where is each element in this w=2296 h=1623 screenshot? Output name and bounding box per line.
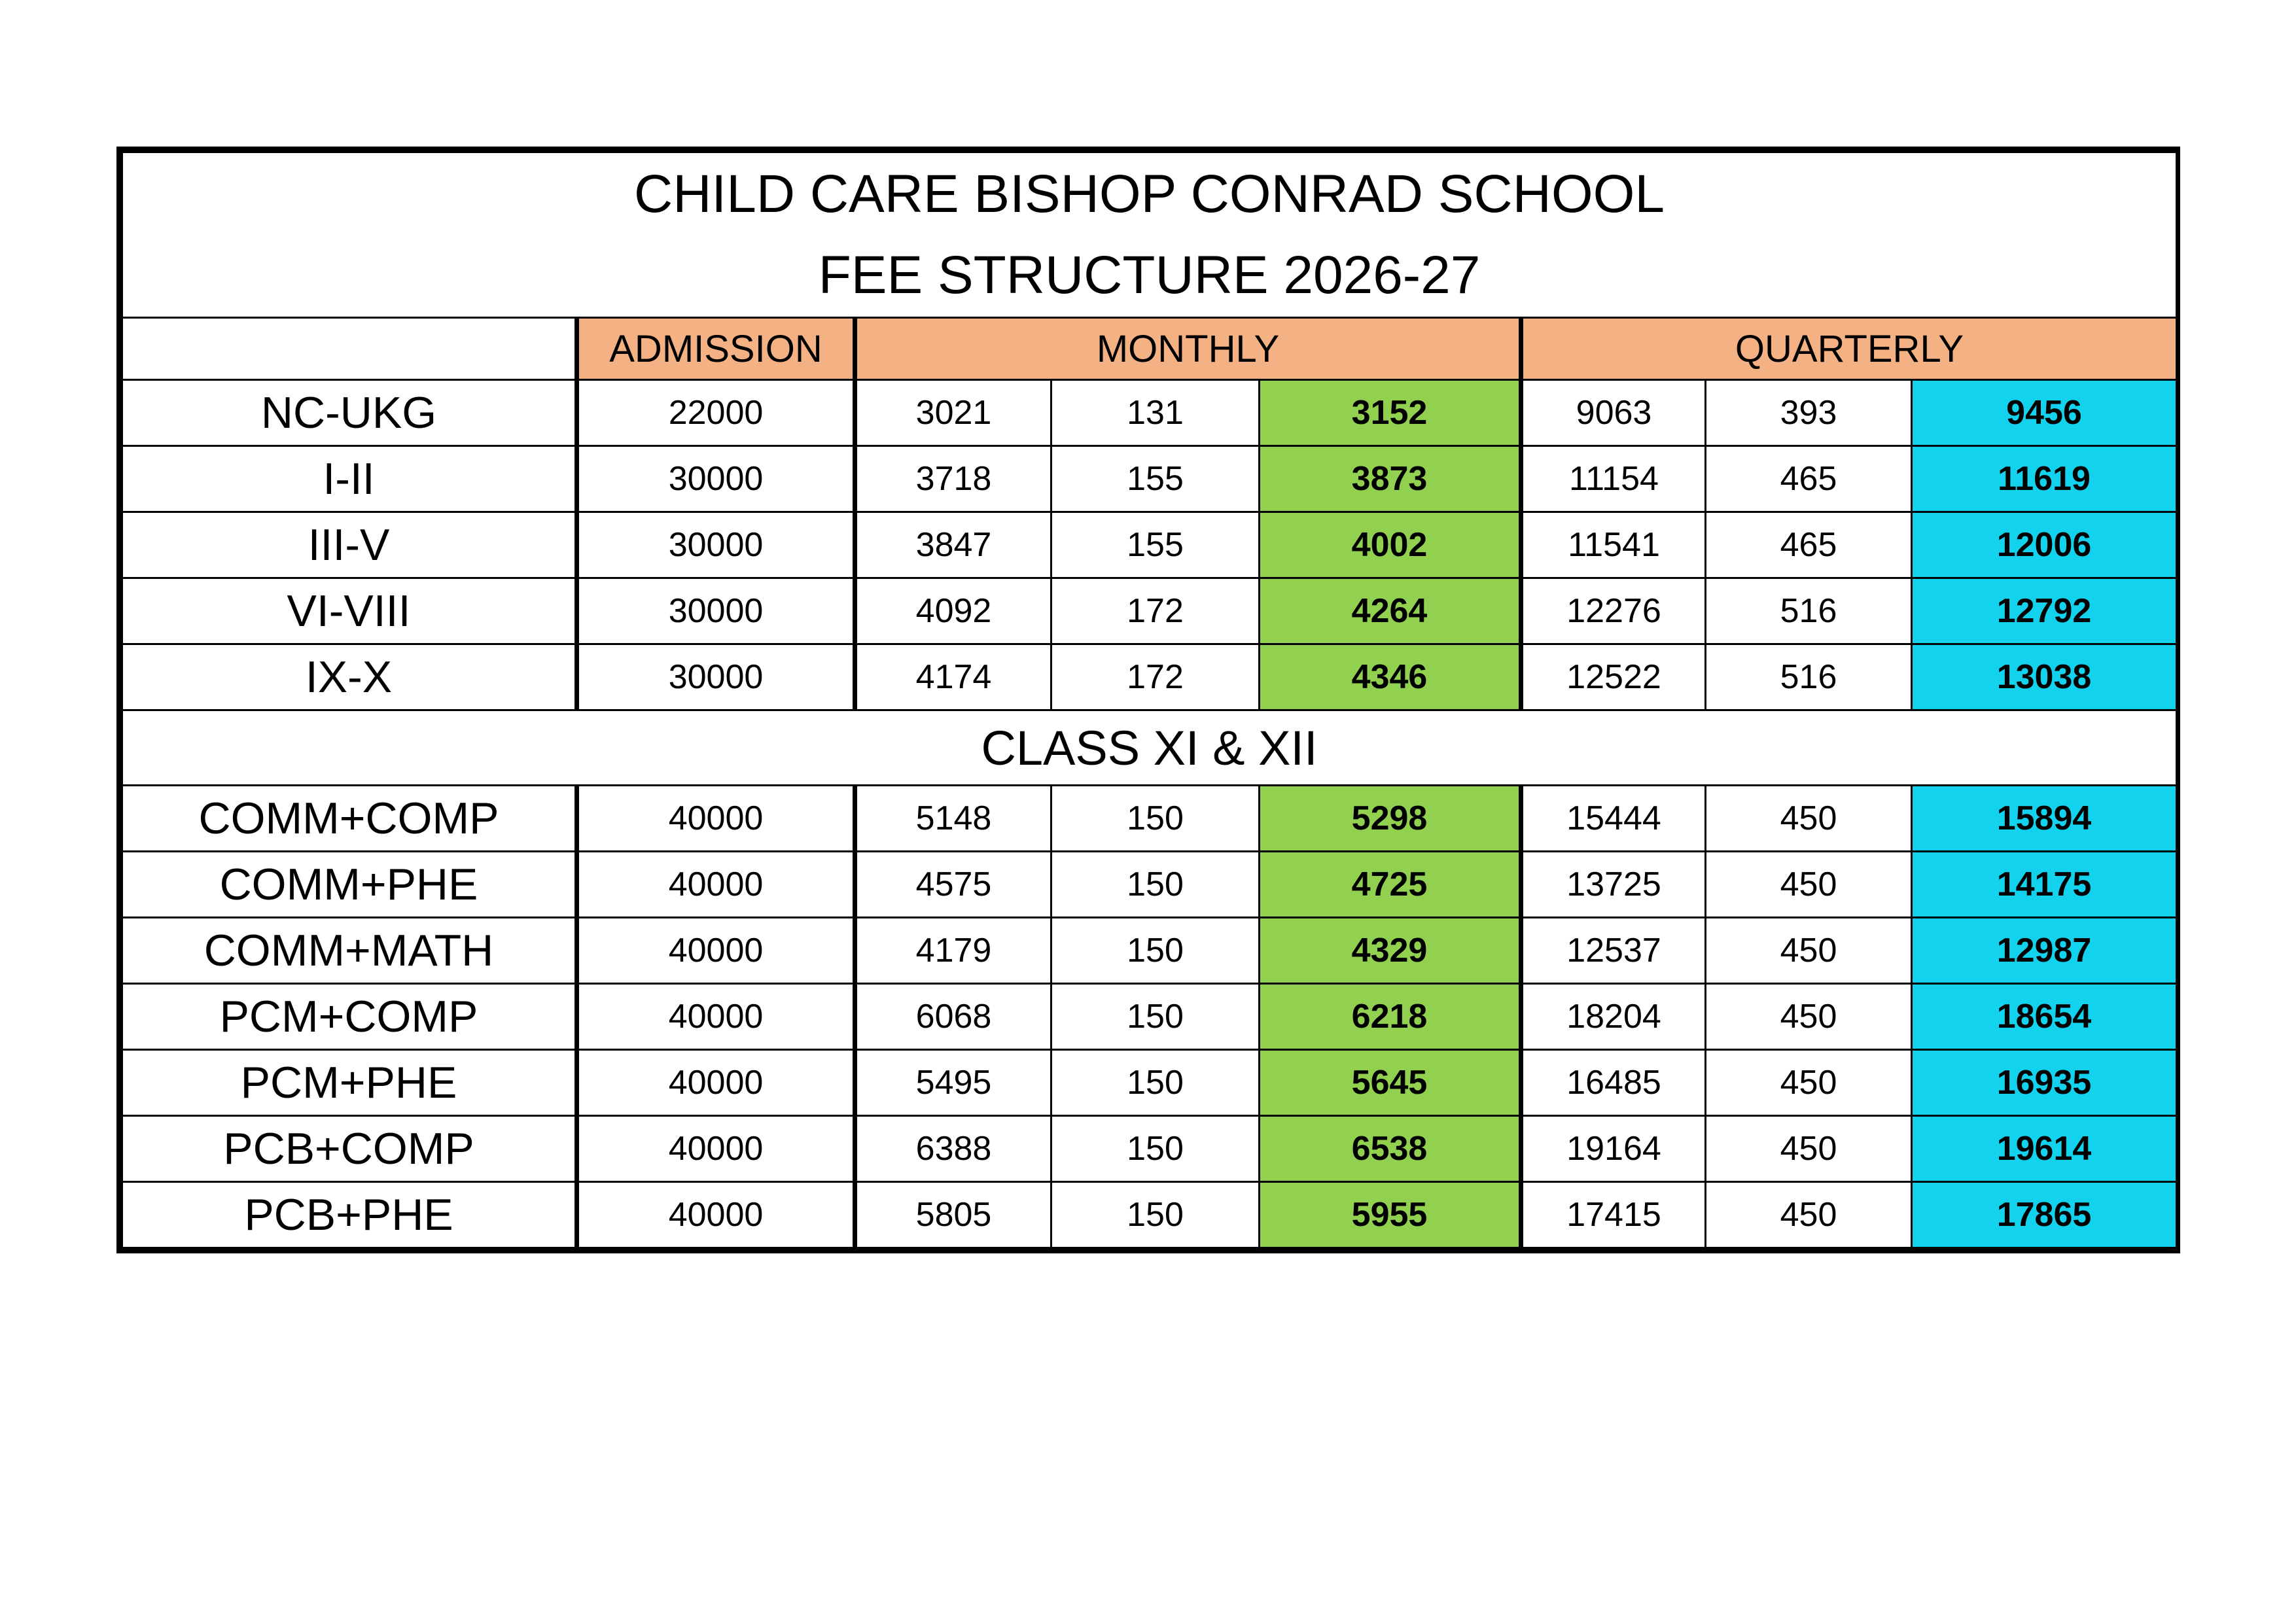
quarterly-tuition-cell: 9063 <box>1521 380 1706 446</box>
quarterly-tuition-cell: 11541 <box>1521 512 1706 578</box>
monthly-tuition-cell: 6388 <box>855 1116 1051 1182</box>
table-row <box>122 512 2177 578</box>
grade-cell: III-V <box>122 512 577 578</box>
admission-fee-cell: 30000 <box>577 446 855 512</box>
monthly-total-cell: 3873 <box>1260 446 1521 512</box>
table-row <box>122 1050 2177 1116</box>
monthly-tuition-cell: 4575 <box>855 852 1051 918</box>
school-name: CHILD CARE BISHOP CONRAD SCHOOL <box>634 164 1665 224</box>
monthly-total-cell: 5955 <box>1260 1182 1521 1248</box>
monthly-total-cell: 4264 <box>1260 578 1521 644</box>
monthly-tuition-cell: 5495 <box>855 1050 1051 1116</box>
table-row <box>122 380 2177 446</box>
admission-fee-cell: 30000 <box>577 512 855 578</box>
monthly-other-cell: 172 <box>1051 644 1260 710</box>
admission-fee-cell: 40000 <box>577 1050 855 1116</box>
header-monthly: MONTHLY <box>855 318 1521 380</box>
senior-section-title: CLASS XI & XII <box>122 710 2177 786</box>
admission-fee-cell: 40000 <box>577 852 855 918</box>
fee-structure-sheet <box>116 147 2180 1253</box>
table-row <box>122 446 2177 512</box>
quarterly-tuition-cell: 13725 <box>1521 852 1706 918</box>
monthly-total-cell: 6218 <box>1260 984 1521 1050</box>
grade-cell: COMM+COMP <box>122 786 577 852</box>
section-header-row <box>122 710 2177 786</box>
quarterly-other-cell: 450 <box>1706 852 1912 918</box>
admission-fee-cell: 30000 <box>577 578 855 644</box>
monthly-other-cell: 150 <box>1051 1182 1260 1248</box>
monthly-other-cell: 150 <box>1051 918 1260 984</box>
quarterly-total-cell: 14175 <box>1912 852 2177 918</box>
quarterly-other-cell: 465 <box>1706 512 1912 578</box>
monthly-other-cell: 150 <box>1051 852 1260 918</box>
monthly-total-cell: 4329 <box>1260 918 1521 984</box>
monthly-tuition-cell: 3021 <box>855 380 1051 446</box>
monthly-total-cell: 4002 <box>1260 512 1521 578</box>
monthly-tuition-cell: 4179 <box>855 918 1051 984</box>
header-quarterly: QUARTERLY <box>1521 318 2177 380</box>
header-admission: ADMISSION <box>577 318 855 380</box>
title-cell <box>122 152 2177 318</box>
grade-cell: COMM+PHE <box>122 852 577 918</box>
quarterly-other-cell: 450 <box>1706 1116 1912 1182</box>
admission-fee-cell: 30000 <box>577 644 855 710</box>
fee-structure-title: FEE STRUCTURE 2026-27 <box>818 245 1481 305</box>
quarterly-other-cell: 450 <box>1706 1050 1912 1116</box>
grade-cell: PCM+PHE <box>122 1050 577 1116</box>
monthly-total-cell: 4346 <box>1260 644 1521 710</box>
table-row <box>122 578 2177 644</box>
admission-fee-cell: 40000 <box>577 1116 855 1182</box>
monthly-other-cell: 150 <box>1051 786 1260 852</box>
admission-fee-cell: 40000 <box>577 984 855 1050</box>
monthly-tuition-cell: 3847 <box>855 512 1051 578</box>
quarterly-total-cell: 18654 <box>1912 984 2177 1050</box>
monthly-other-cell: 155 <box>1051 512 1260 578</box>
title-row <box>122 152 2177 318</box>
quarterly-other-cell: 450 <box>1706 984 1912 1050</box>
admission-fee-cell: 40000 <box>577 786 855 852</box>
table-row <box>122 984 2177 1050</box>
monthly-tuition-cell: 5148 <box>855 786 1051 852</box>
monthly-total-cell: 3152 <box>1260 380 1521 446</box>
quarterly-total-cell: 16935 <box>1912 1050 2177 1116</box>
quarterly-total-cell: 9456 <box>1912 380 2177 446</box>
quarterly-other-cell: 450 <box>1706 786 1912 852</box>
monthly-other-cell: 150 <box>1051 1050 1260 1116</box>
monthly-tuition-cell: 4092 <box>855 578 1051 644</box>
monthly-other-cell: 155 <box>1051 446 1260 512</box>
quarterly-tuition-cell: 18204 <box>1521 984 1706 1050</box>
quarterly-other-cell: 516 <box>1706 578 1912 644</box>
table-row <box>122 918 2177 984</box>
header-blank-cell <box>122 318 577 380</box>
monthly-total-cell: 5298 <box>1260 786 1521 852</box>
table-row <box>122 786 2177 852</box>
quarterly-tuition-cell: 19164 <box>1521 1116 1706 1182</box>
table-row <box>122 1116 2177 1182</box>
monthly-tuition-cell: 3718 <box>855 446 1051 512</box>
quarterly-tuition-cell: 15444 <box>1521 786 1706 852</box>
monthly-other-cell: 150 <box>1051 1116 1260 1182</box>
quarterly-other-cell: 393 <box>1706 380 1912 446</box>
monthly-total-cell: 5645 <box>1260 1050 1521 1116</box>
quarterly-total-cell: 13038 <box>1912 644 2177 710</box>
quarterly-total-cell: 12792 <box>1912 578 2177 644</box>
quarterly-tuition-cell: 11154 <box>1521 446 1706 512</box>
grade-cell: NC-UKG <box>122 380 577 446</box>
quarterly-total-cell: 11619 <box>1912 446 2177 512</box>
monthly-other-cell: 131 <box>1051 380 1260 446</box>
quarterly-total-cell: 12006 <box>1912 512 2177 578</box>
quarterly-tuition-cell: 17415 <box>1521 1182 1706 1248</box>
quarterly-total-cell: 15894 <box>1912 786 2177 852</box>
quarterly-total-cell: 19614 <box>1912 1116 2177 1182</box>
monthly-other-cell: 150 <box>1051 984 1260 1050</box>
grade-cell: COMM+MATH <box>122 918 577 984</box>
fee-table <box>121 151 2178 1249</box>
monthly-total-cell: 6538 <box>1260 1116 1521 1182</box>
monthly-tuition-cell: 4174 <box>855 644 1051 710</box>
quarterly-tuition-cell: 12276 <box>1521 578 1706 644</box>
monthly-other-cell: 172 <box>1051 578 1260 644</box>
admission-fee-cell: 40000 <box>577 918 855 984</box>
table-row <box>122 644 2177 710</box>
monthly-total-cell: 4725 <box>1260 852 1521 918</box>
grade-cell: PCB+PHE <box>122 1182 577 1248</box>
admission-fee-cell: 22000 <box>577 380 855 446</box>
quarterly-tuition-cell: 12522 <box>1521 644 1706 710</box>
quarterly-tuition-cell: 12537 <box>1521 918 1706 984</box>
quarterly-total-cell: 17865 <box>1912 1182 2177 1248</box>
quarterly-other-cell: 516 <box>1706 644 1912 710</box>
quarterly-tuition-cell: 16485 <box>1521 1050 1706 1116</box>
grade-cell: PCM+COMP <box>122 984 577 1050</box>
quarterly-total-cell: 12987 <box>1912 918 2177 984</box>
grade-cell: IX-X <box>122 644 577 710</box>
column-header-row <box>122 318 2177 380</box>
grade-cell: VI-VIII <box>122 578 577 644</box>
monthly-tuition-cell: 6068 <box>855 984 1051 1050</box>
quarterly-other-cell: 450 <box>1706 1182 1912 1248</box>
table-row <box>122 1182 2177 1248</box>
admission-fee-cell: 40000 <box>577 1182 855 1248</box>
quarterly-other-cell: 465 <box>1706 446 1912 512</box>
grade-cell: I-II <box>122 446 577 512</box>
monthly-tuition-cell: 5805 <box>855 1182 1051 1248</box>
grade-cell: PCB+COMP <box>122 1116 577 1182</box>
quarterly-other-cell: 450 <box>1706 918 1912 984</box>
table-row <box>122 852 2177 918</box>
